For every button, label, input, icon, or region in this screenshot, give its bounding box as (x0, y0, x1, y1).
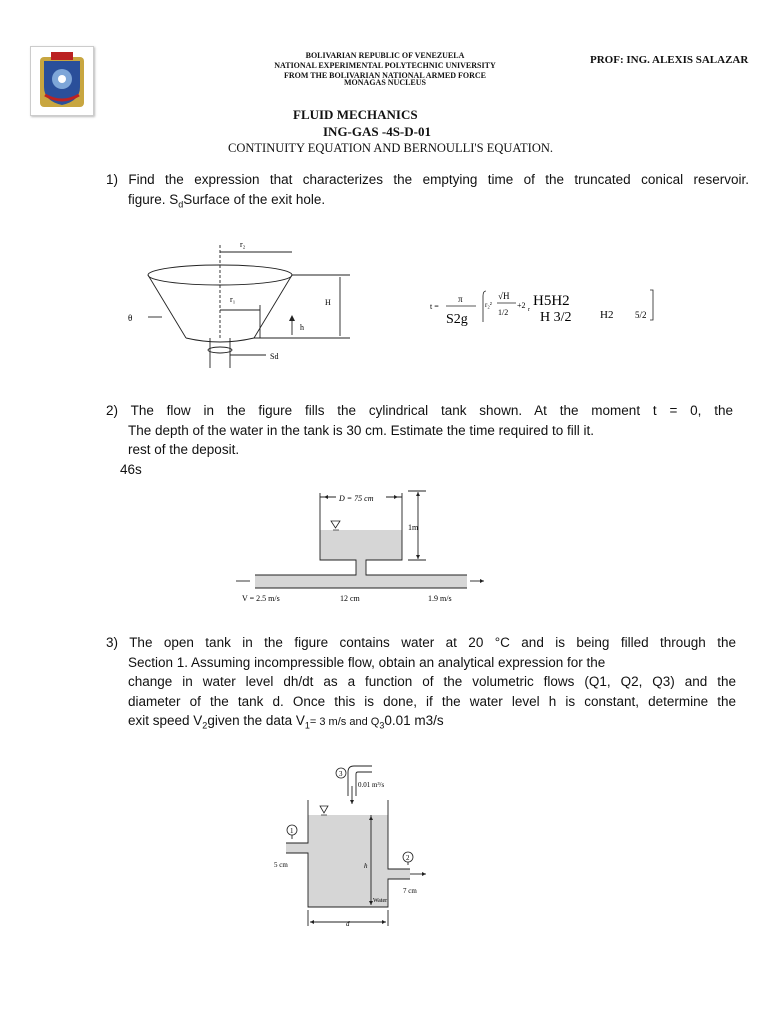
fig3-section-1: 1 (290, 827, 294, 835)
professor-name: PROF: ING. ALEXIS SALAZAR (590, 54, 749, 66)
q3-line-5: exit speed $V_2given$ the data $V_1= 3$ m/s and $Q_30.01$ m3/s (128, 713, 444, 731)
q3-line-1: The open tank in the figure contains water at 20 °C and is being filled through the (129, 635, 736, 650)
svg-text:t =: t = (430, 302, 439, 311)
svg-text:S2g: S2g (446, 312, 468, 327)
university-logo (30, 46, 94, 116)
q2-line-1: The flow in the figure fills the cylindrical tank shown. At the moment t = 0, the (130, 403, 733, 418)
q1-line-1: Find the expression that characterizes the emptying time of the truncated conical reservoir. (128, 172, 749, 187)
fig3-d2-label: 7 cm (403, 887, 417, 895)
fig3-section-2: 2 (406, 854, 410, 862)
q2-line-3: rest of the deposit. (128, 442, 240, 457)
svg-text:H 3/2: H 3/2 (540, 310, 572, 325)
svg-text:√H: √H (498, 291, 510, 301)
fig2-v2-label: 1.9 m/s (428, 594, 452, 603)
fig2-diameter-label: D = 75 cm (339, 494, 374, 503)
svg-text:r₂²: r₂² (485, 301, 492, 309)
header-line-4: MONAGAS NUCLEUS (343, 78, 426, 87)
header-line-2: NATIONAL EXPERIMENTAL POLYTECHNIC UNIVERSITY (274, 61, 496, 70)
svg-text:r: r (528, 307, 530, 313)
q2-answer: 46s (120, 461, 142, 477)
fig1-r2-label: r₂ (240, 240, 246, 249)
fig1-h-label: h (300, 323, 304, 332)
svg-text:H5H2: H5H2 (533, 293, 570, 309)
cylindrical-tank-figure (236, 485, 486, 610)
question-3: 3) The open tank in the figure contains water at 20 °C and is being filled through the Section 1. Assuming incompressible flow, obtain an analytical expression for the change in water level dh/dt as a function of the volumetric flows (Q1, Q2, Q3) and the diameter of the tank d. Once this is done, if the water level h is constant, determine the exit speed $V_2given$ the data $V_1= 3$ m/s and $Q_30.01$ m3/s (106, 633, 736, 736)
course-topic: CONTINUITY EQUATION AND BERNOULLI'S EQUATION. (228, 141, 554, 155)
header-line-3: FROM THE BOLIVARIAN NATIONAL ARMED FORCE (283, 71, 487, 80)
q1-number: 1) (106, 172, 119, 187)
question-1: 1) Find the expression that characterizes the emptying time of the truncated conical reservoir. figure. $S_dSurface$ of the exit hole. (106, 172, 749, 210)
course-subject: FLUID MECHANICS (293, 107, 418, 122)
fig2-v1-label: V = 2.5 m/s (242, 594, 280, 603)
university-seal-icon (31, 47, 93, 115)
open-tank-figure (268, 760, 458, 930)
fig3-section-3: 3 (339, 770, 343, 778)
q3-line-2: Section 1. Assuming incompressible flow, obtain an analytical expression for the (128, 654, 606, 670)
fig3-d-label: d (346, 920, 350, 928)
fig3-water-label: Water (373, 898, 388, 904)
svg-text:5/2: 5/2 (635, 310, 647, 320)
fig1-H-label: H (325, 298, 331, 307)
fig1-Sd-label: Sd (270, 352, 279, 361)
svg-text:H2: H2 (600, 309, 614, 321)
q2-line-2: The depth of the water in the tank is 30 cm. Estimate the time required to fill it. (128, 422, 594, 438)
course-code: ING-GAS -4S-D-01 (323, 124, 431, 139)
question-2: 2) The flow in the figure fills the cylindrical tank shown. At the moment t = 0, the The depth of the water in the tank is 30 cm. Estimate the time required to fill it. rest of the deposit. 46s (106, 401, 733, 479)
fig1-r1-label: r₁ (230, 295, 236, 304)
svg-text:1/2: 1/2 (498, 308, 509, 317)
conical-reservoir-figure (120, 235, 370, 375)
q3-line-3: change in water level dh/dt as a function of the volumetric flows (Q1, Q2, Q3) and the (128, 674, 736, 689)
svg-text:+2: +2 (517, 301, 526, 310)
fig2-pipe-label: 12 cm (340, 594, 360, 603)
fig1-theta-label: θ (128, 313, 133, 323)
svg-text:π: π (458, 294, 463, 304)
fig3-d1-label: 5 cm (274, 861, 288, 869)
fig2-height-label: 1m (408, 523, 419, 532)
fig3-h-label: h (364, 862, 368, 870)
emptying-time-formula (428, 285, 668, 330)
header-line-1: BOLIVARIAN REPUBLIC OF VENEZUELA (305, 51, 465, 60)
fig3-q3-label: 0.01 m³/s (358, 781, 385, 789)
q3-line-4: diameter of the tank d. Once this is done, if the water level h is constant, determine the (128, 693, 736, 709)
